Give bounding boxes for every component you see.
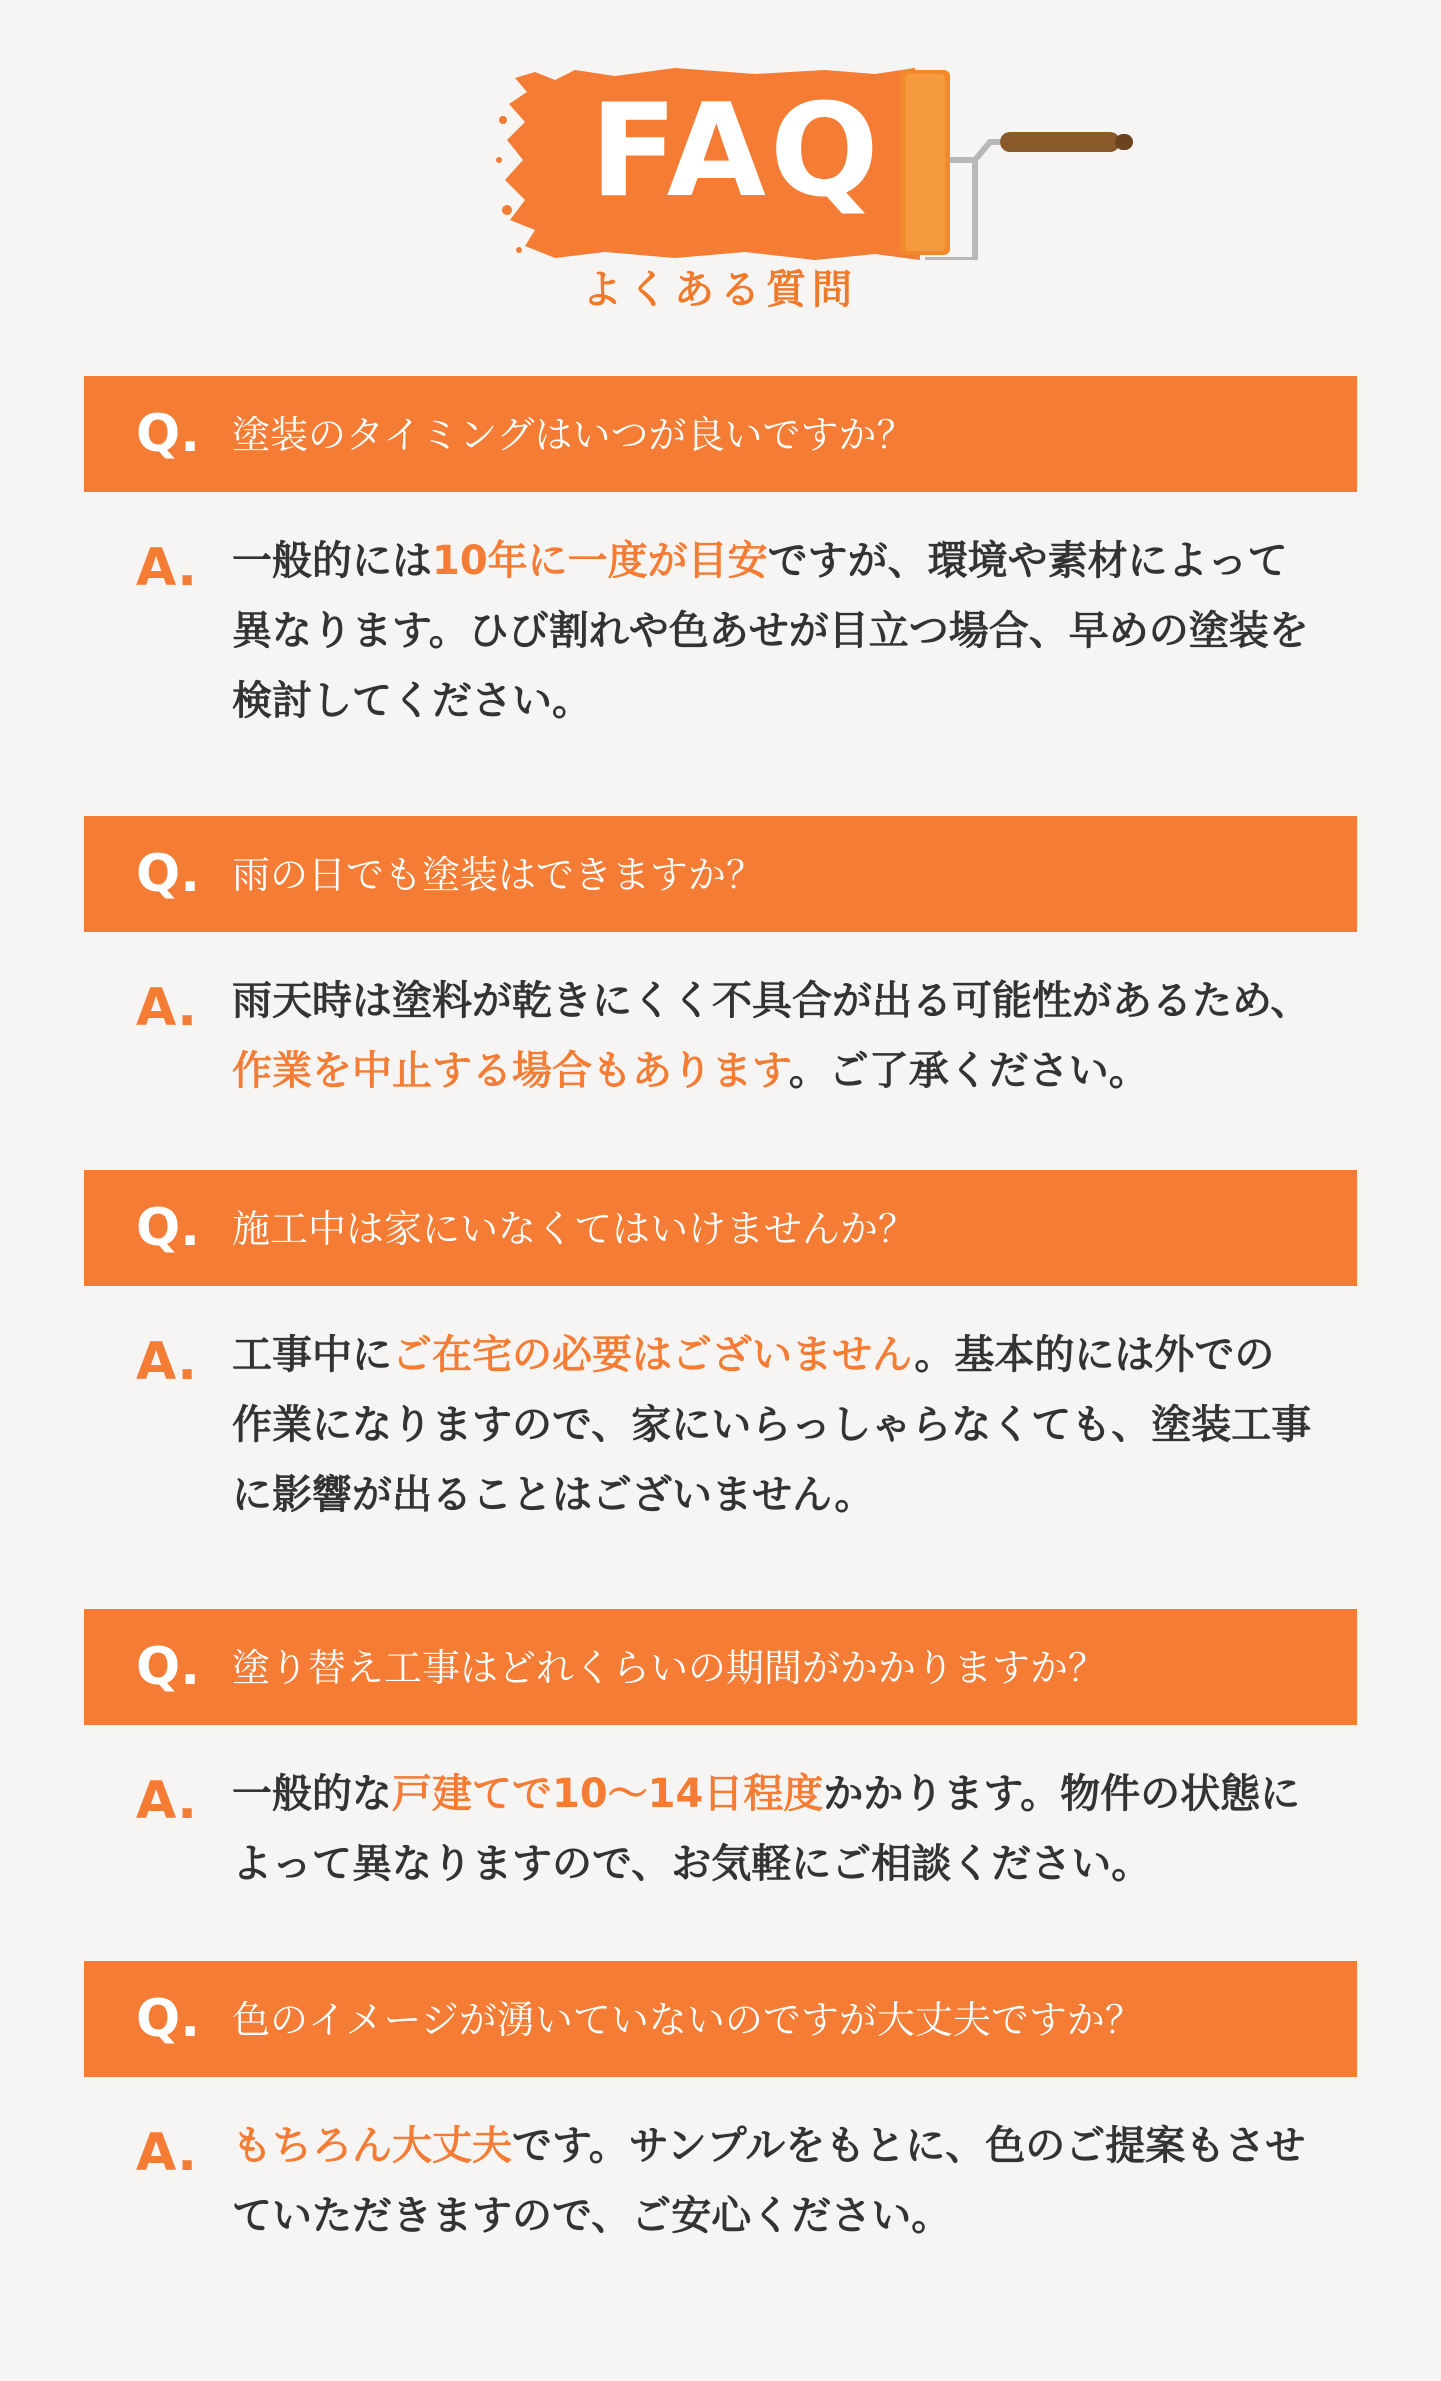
question-bar xyxy=(84,1609,1357,1725)
answer-highlight: 作業を中止する場合もあります xyxy=(232,1048,789,1094)
answer-mark: A. xyxy=(136,2123,197,2183)
answer-highlight: 10年に一度が目安 xyxy=(432,538,768,584)
answer-mark: A. xyxy=(136,538,197,598)
question-text: 塗り替え工事はどれくらいの期間がかかりますか？ xyxy=(232,1646,1107,1690)
question-text: 塗装のタイミングはいつが良いですか？ xyxy=(232,413,915,457)
answer-mark: A. xyxy=(136,978,197,1038)
faq-subtitle: よくある質問 xyxy=(582,267,858,313)
question-text: 色のイメージが湧いていないのですが大丈夫ですか？ xyxy=(232,1998,1143,2042)
faq-item xyxy=(84,1170,1357,1609)
answer-text xyxy=(232,1320,1312,1530)
question-bar xyxy=(84,816,1357,932)
answer-text xyxy=(232,966,1312,1106)
answer-highlight: 戸建てで10〜14日程度 xyxy=(392,1771,824,1817)
answer-text-end: 。ご了承ください。 xyxy=(788,1048,1149,1094)
question-mark: Q. xyxy=(136,404,200,464)
answer-text-start: 一般的には xyxy=(232,538,432,584)
answer-text-start: 一般的な xyxy=(232,1771,392,1817)
answer-text xyxy=(232,2111,1312,2251)
question-mark: Q. xyxy=(136,1989,200,2049)
answer-text-end: ですが、環境や素材によって異なります。ひび割れや色あせが目立つ場合、早めの塗装を検討してください。 xyxy=(232,538,1309,724)
answer-text-end: 。基本的には外での作業になりますので、家にいらっしゃらなくても、塗装工事に影響が出ることはございません。 xyxy=(232,1332,1312,1518)
faq-item xyxy=(84,816,1357,1170)
question-mark: Q. xyxy=(136,844,200,904)
answer-highlight: ご在宅の必要はございません xyxy=(392,1332,915,1378)
answer-text-start: 工事中に xyxy=(232,1332,392,1378)
answer-text-end: です。サンプルをもとに、色のご提案もさせていただきますので、ご安心ください。 xyxy=(232,2123,1306,2239)
answer-highlight: もちろん大丈夫 xyxy=(232,2123,512,2169)
question-text: 施工中は家にいなくてはいけませんか？ xyxy=(232,1207,917,1251)
faq-header xyxy=(0,0,1441,330)
question-bar xyxy=(84,1961,1357,2077)
answer-mark: A. xyxy=(136,1771,197,1831)
answer-text xyxy=(232,526,1312,736)
answer-text-end: かかります。物件の状態によって異なりますので、お気軽にご相談ください。 xyxy=(232,1771,1301,1887)
question-mark: Q. xyxy=(136,1198,200,1258)
faq-list xyxy=(84,376,1357,2301)
faq-item xyxy=(84,376,1357,816)
faq-title: FAQ xyxy=(590,77,883,226)
faq-item xyxy=(84,1609,1357,1961)
question-mark: Q. xyxy=(136,1637,200,1697)
answer-text xyxy=(232,1759,1312,1899)
question-bar xyxy=(84,376,1357,492)
answer-text-start: 雨天時は塗料が乾きにくく不具合が出る可能性があるため、 xyxy=(232,978,1311,1024)
question-bar xyxy=(84,1170,1357,1286)
answer-mark: A. xyxy=(136,1332,197,1392)
question-text: 雨の日でも塗装はできますか？ xyxy=(232,853,765,897)
faq-item xyxy=(84,1961,1357,2301)
